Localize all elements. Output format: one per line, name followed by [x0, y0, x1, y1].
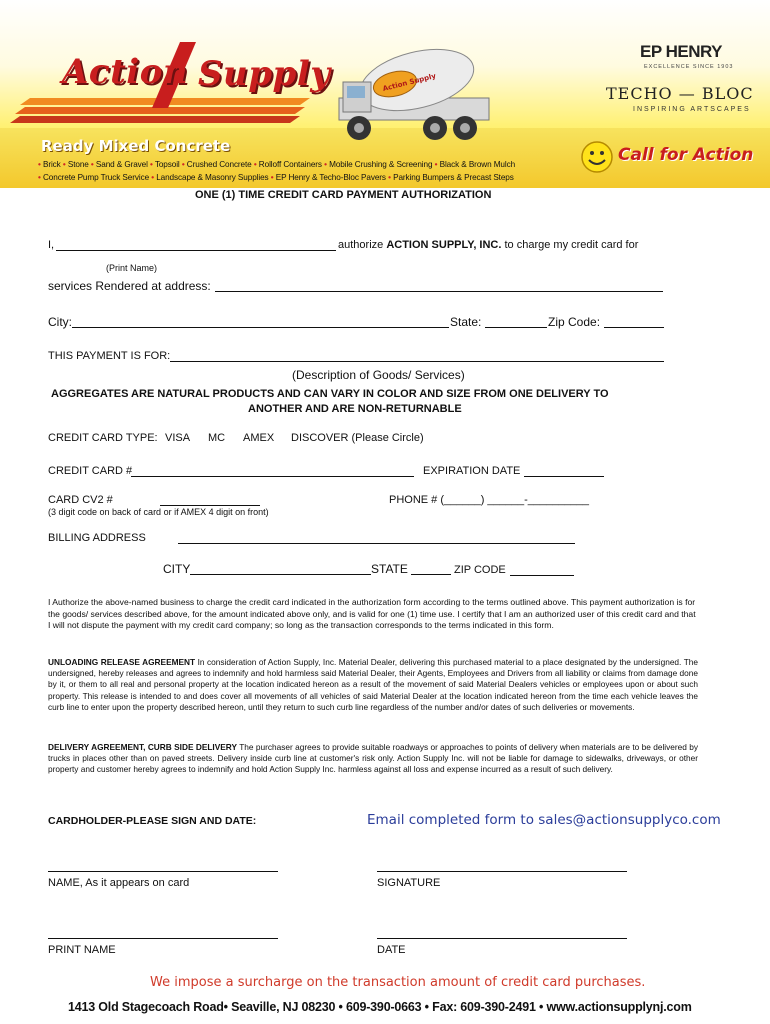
expiration-label: EXPIRATION DATE: [423, 465, 521, 477]
aggregates-notice-line-1: AGGREGATES ARE NATURAL PRODUCTS AND CAN VARY IN COLOR AND SIZE FROM ONE DELIVERY TO: [51, 388, 609, 400]
state-label: State:: [450, 315, 482, 329]
billing-zip-label: ZIP CODE: [454, 564, 506, 576]
card-type-visa[interactable]: VISA: [165, 432, 191, 444]
footer-contact: 1413 Old Stagecoach Road• Seaville, NJ 08230 • 609-390-0663 • Fax: 609-390-2491 • www.actionsupplynj.com: [68, 1000, 692, 1014]
services-row-2: • Concrete Pump Truck Service • Landscape & Masonry Supplies • EP Henry & Techo-Bloc Pavers • Parking Bumpers & Precast Steps: [38, 173, 514, 182]
aggregates-notice-line-2: ANOTHER AND ARE NON-RETURNABLE: [248, 403, 462, 415]
smiley-icon: [580, 140, 614, 174]
form-title: ONE (1) TIME CREDIT CARD PAYMENT AUTHORIZATION: [195, 189, 492, 201]
card-type-mc[interactable]: MC: [208, 432, 226, 444]
billing-address-label: BILLING ADDRESS: [48, 532, 146, 544]
billing-zip-field[interactable]: [510, 575, 574, 576]
delivery-agreement-paragraph: DELIVERY AGREEMENT, CURB SIDE DELIVERY The purchaser agrees to provide suitable roadways or approaches to points of delivery when materials are to be delivered by trucks in places other than on paved streets. Delivery inside curb line at customer's risk only. Action Supply Inc. will not be liable for damage to sidewalks, driveways, or other property and customer hereby agrees to indemnify and hold Action Supply Inc. harmless against all loss and expense incurred as a result of such delivery.: [48, 742, 698, 775]
card-type-amex[interactable]: AMEX: [243, 432, 275, 444]
zip-field[interactable]: [604, 327, 664, 328]
card-number-label: CREDIT CARD #: [48, 465, 133, 477]
billing-state-label: STATE: [371, 562, 408, 576]
i-label: I,: [48, 239, 55, 251]
billing-city-label: CITY: [163, 562, 191, 576]
techobloc-logo: TECHO — BLOC: [606, 84, 754, 103]
unloading-agreement-paragraph: UNLOADING RELEASE AGREEMENT In consideration of Action Supply, Inc. Material Dealer, delivering this purchased material to a place designated by the undersigned. The undersigned, hereby releases and agrees to indemnify and hold harmless said Material Dealer, their Agents, Employees and Drivers from all liability or claims from damage done by it, or them to all real and personal property at the location indicated hereon as a result of the movement of said Material Dealers vehicles or employees upon or about such property. This release is intended to and does cover all movements of all vehicles of said Material Dealer at the location indicated hereon from the time each vehicle leaves the curb line to enter upon the property described hereon, until they return to such curb line regardless of the number and/or dates of such deliveries or movements.: [48, 657, 698, 712]
state-field[interactable]: [485, 327, 547, 328]
authorization-paragraph: I Authorize the above-named business to charge the credit card indicated in the authorization form according to the terms outlined above. This payment authorization is for the goods/ services described above, for the amount indicated above only, and is valid for one (1) time use. I certify that I am an authorized user of this credit card and that I will not dispute the payment with my credit card company; so long as the transaction corresponds to the terms indicated in this form.: [48, 597, 696, 631]
expiration-field[interactable]: [524, 476, 604, 477]
cv2-label: CARD CV2 #: [48, 494, 113, 506]
signature-field[interactable]: [377, 871, 627, 872]
card-type-label: CREDIT CARD TYPE:: [48, 432, 158, 444]
print-name-hint: (Print Name): [106, 263, 158, 273]
cv2-hint: (3 digit code on back of card or if AMEX 4 digit on front): [48, 507, 269, 517]
cardholder-sign-label: CARDHOLDER-PLEASE SIGN AND DATE:: [48, 815, 257, 827]
email-instructions: Email completed form to sales@actionsupplyco.com: [367, 812, 721, 828]
print-name-signature-field[interactable]: [48, 938, 278, 939]
billing-address-field[interactable]: [178, 543, 575, 544]
billing-city-field[interactable]: [190, 574, 371, 575]
payment-for-label: THIS PAYMENT IS FOR:: [48, 350, 171, 362]
phone-field[interactable]: PHONE # (______) ______-__________: [389, 494, 589, 506]
name-on-card-field[interactable]: [48, 871, 278, 872]
services-address-label: services Rendered at address:: [48, 279, 211, 293]
signature-label: SIGNATURE: [377, 877, 441, 889]
description-hint: (Description of Goods/ Services): [292, 368, 465, 382]
city-label: City:: [48, 315, 72, 329]
ephenry-logo: EP HENRY: [640, 42, 722, 61]
billing-state-field[interactable]: [411, 574, 451, 575]
delivery-agreement-title: DELIVERY AGREEMENT, CURB SIDE DELIVERY: [48, 742, 238, 752]
card-number-field[interactable]: [131, 476, 414, 477]
header-banner: [0, 0, 770, 188]
date-field[interactable]: [377, 938, 627, 939]
services-row-1: • Brick • Stone • Sand & Gravel • Topsoil • Crushed Concrete • Rolloff Containers • Mobile Crushing & Screening • Black & Brown Mulch: [38, 160, 516, 169]
tagline: Ready Mixed Concrete: [41, 137, 231, 155]
date-label: DATE: [377, 944, 406, 956]
cv2-field[interactable]: [160, 505, 260, 506]
mixer-truck-image: [335, 38, 495, 150]
ephenry-tagline: EXCELLENCE SINCE 1903: [644, 64, 734, 70]
card-type-discover[interactable]: DISCOVER (Please Circle): [291, 432, 424, 444]
logo-word-supply: Supply: [198, 54, 331, 94]
logo-word-action: Action: [62, 52, 189, 92]
print-name-label: PRINT NAME: [48, 944, 116, 956]
truck-brand-text: Action Supply: [381, 72, 437, 93]
payment-for-field[interactable]: [170, 361, 664, 362]
zip-label: Zip Code:: [548, 315, 601, 329]
services-address-field[interactable]: [215, 291, 663, 292]
surcharge-notice: We impose a surcharge on the transaction amount of credit card purchases.: [150, 975, 646, 990]
unloading-agreement-title: UNLOADING RELEASE AGREEMENT: [48, 657, 196, 667]
print-name-field[interactable]: [56, 250, 336, 251]
techobloc-tagline: INSPIRING ARTSCAPES: [633, 106, 751, 113]
city-field[interactable]: [72, 327, 449, 328]
name-on-card-label: NAME, As it appears on card: [48, 877, 190, 889]
authorize-text: authorize ACTION SUPPLY, INC. to charge my credit card for: [338, 239, 639, 251]
call-for-action-badge: Call for Action: [618, 145, 754, 165]
